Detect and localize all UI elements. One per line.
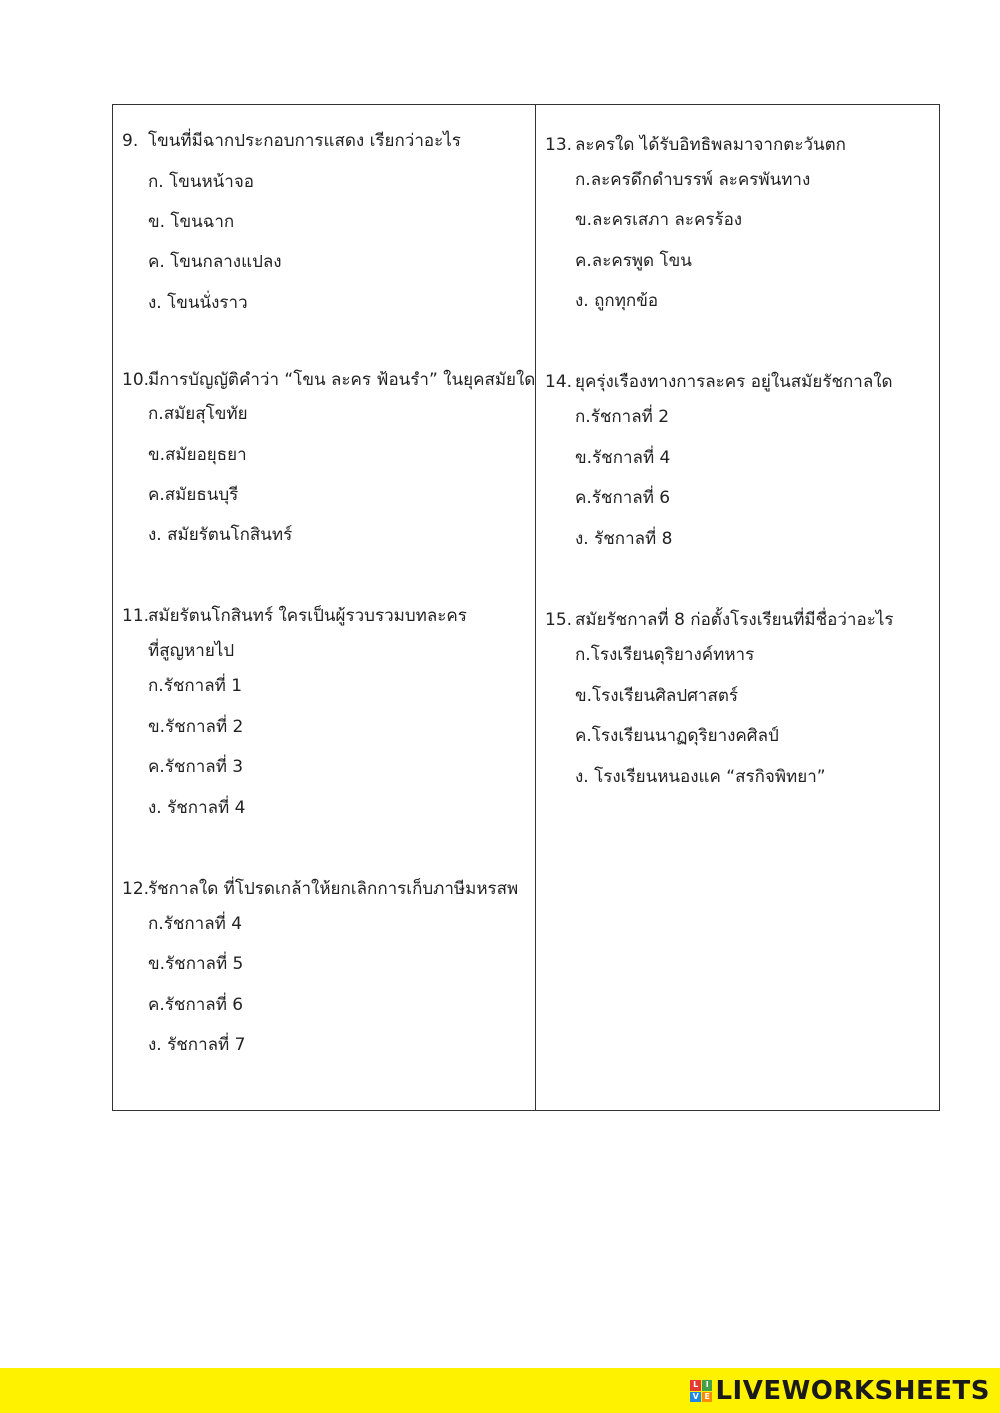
question-text: ยุครุ่งเรืองทางการละคร อยู่ในสมัยรัชกาลใด (575, 372, 893, 392)
q13-option-c: ค.ละครพูด โขน (575, 251, 692, 271)
q11-option-b: ข.รัชกาลที่ 2 (148, 717, 244, 737)
question-text: รัชกาลใด ที่โปรดเกล้าให้ยกเลิกการเก็บภาษีมหรสพ (148, 879, 519, 899)
q13-option-a: ก.ละครดึกดำบรรพ์ ละครพันทาง (575, 170, 811, 190)
q9-option-a: ก. โขนหน้าจอ (148, 172, 255, 192)
question-number: 15. (545, 610, 573, 630)
q15-option-d: ง. โรงเรียนหนองแค “สรกิจพิทยา” (575, 767, 826, 787)
q14-option-d: ง. รัชกาลที่ 8 (575, 529, 673, 549)
question-11 (122, 605, 467, 627)
question-number: 9. (122, 131, 139, 151)
q13-option-b: ข.ละครเสภา ละครร้อง (575, 210, 743, 230)
logo-letter-e: E (702, 1392, 713, 1403)
question-15 (545, 609, 894, 631)
question-text: สมัยรัตนโกสินทร์ ใครเป็นผู้รวบรวมบทละคร (148, 606, 467, 626)
question-number: 14. (545, 372, 573, 392)
question-number: 12. (122, 879, 150, 899)
q15-option-b: ข.โรงเรียนศิลปศาสตร์ (575, 686, 738, 706)
question-14 (545, 371, 893, 393)
q13-option-d: ง. ถูกทุกข้อ (575, 291, 659, 311)
logo-letter-l: L (690, 1380, 701, 1391)
question-10 (122, 369, 535, 391)
question-number: 11. (122, 606, 150, 626)
column-divider (535, 104, 536, 1111)
q15-option-a: ก.โรงเรียนดุริยางค์ทหาร (575, 645, 755, 665)
q11-option-d: ง. รัชกาลที่ 4 (148, 798, 246, 818)
q12-option-c: ค.รัชกาลที่ 6 (148, 995, 244, 1015)
q10-option-d: ง. สมัยรัตนโกสินทร์ (148, 525, 293, 545)
question-13 (545, 134, 846, 156)
question-text: ละครใด ได้รับอิทธิพลมาจากตะวันตก (575, 135, 846, 155)
q14-option-c: ค.รัชกาลที่ 6 (575, 488, 671, 508)
q11-option-c: ค.รัชกาลที่ 3 (148, 757, 244, 777)
q10-option-a: ก.สมัยสุโขทัย (148, 404, 248, 424)
question-number: 10. (122, 370, 150, 390)
question-text: สมัยรัชกาลที่ 8 ก่อตั้งโรงเรียนที่มีชื่อว่าอะไร (575, 610, 894, 630)
q10-option-b: ข.สมัยอยุธยา (148, 445, 247, 465)
q9-option-c: ค. โขนกลางแปลง (148, 252, 282, 272)
q12-option-b: ข.รัชกาลที่ 5 (148, 954, 244, 974)
liveworksheets-icon (690, 1380, 712, 1402)
question-text: โขนที่มีฉากประกอบการแสดง เรียกว่าอะไร (148, 131, 461, 151)
question-12 (122, 878, 518, 900)
footer-bar (0, 1368, 1000, 1413)
q12-option-d: ง. รัชกาลที่ 7 (148, 1035, 246, 1055)
q10-option-c: ค.สมัยธนบุรี (148, 485, 239, 505)
q14-option-b: ข.รัชกาลที่ 4 (575, 448, 671, 468)
logo-letter-v: V (690, 1392, 701, 1403)
q9-option-d: ง. โขนนั่งราว (148, 293, 248, 313)
q9-option-b: ข. โขนฉาก (148, 212, 235, 232)
q14-option-a: ก.รัชกาลที่ 2 (575, 407, 670, 427)
logo-letter-i: I (702, 1380, 713, 1391)
question-text: มีการบัญญัติคำว่า “โขน ละคร ฟ้อนรำ” ในยุคสมัยใด (148, 370, 536, 390)
brand-logo[interactable] (690, 1374, 990, 1408)
q11-option-a: ก.รัชกาลที่ 1 (148, 676, 243, 696)
question-9 (122, 130, 461, 152)
q15-option-c: ค.โรงเรียนนาฏดุริยางคศิลป์ (575, 726, 779, 746)
question-number: 13. (545, 135, 573, 155)
question-11-continued: ที่สูญหายไป (148, 641, 235, 661)
q12-option-a: ก.รัชกาลที่ 4 (148, 914, 243, 934)
brand-text: LIVEWORKSHEETS (715, 1376, 990, 1406)
